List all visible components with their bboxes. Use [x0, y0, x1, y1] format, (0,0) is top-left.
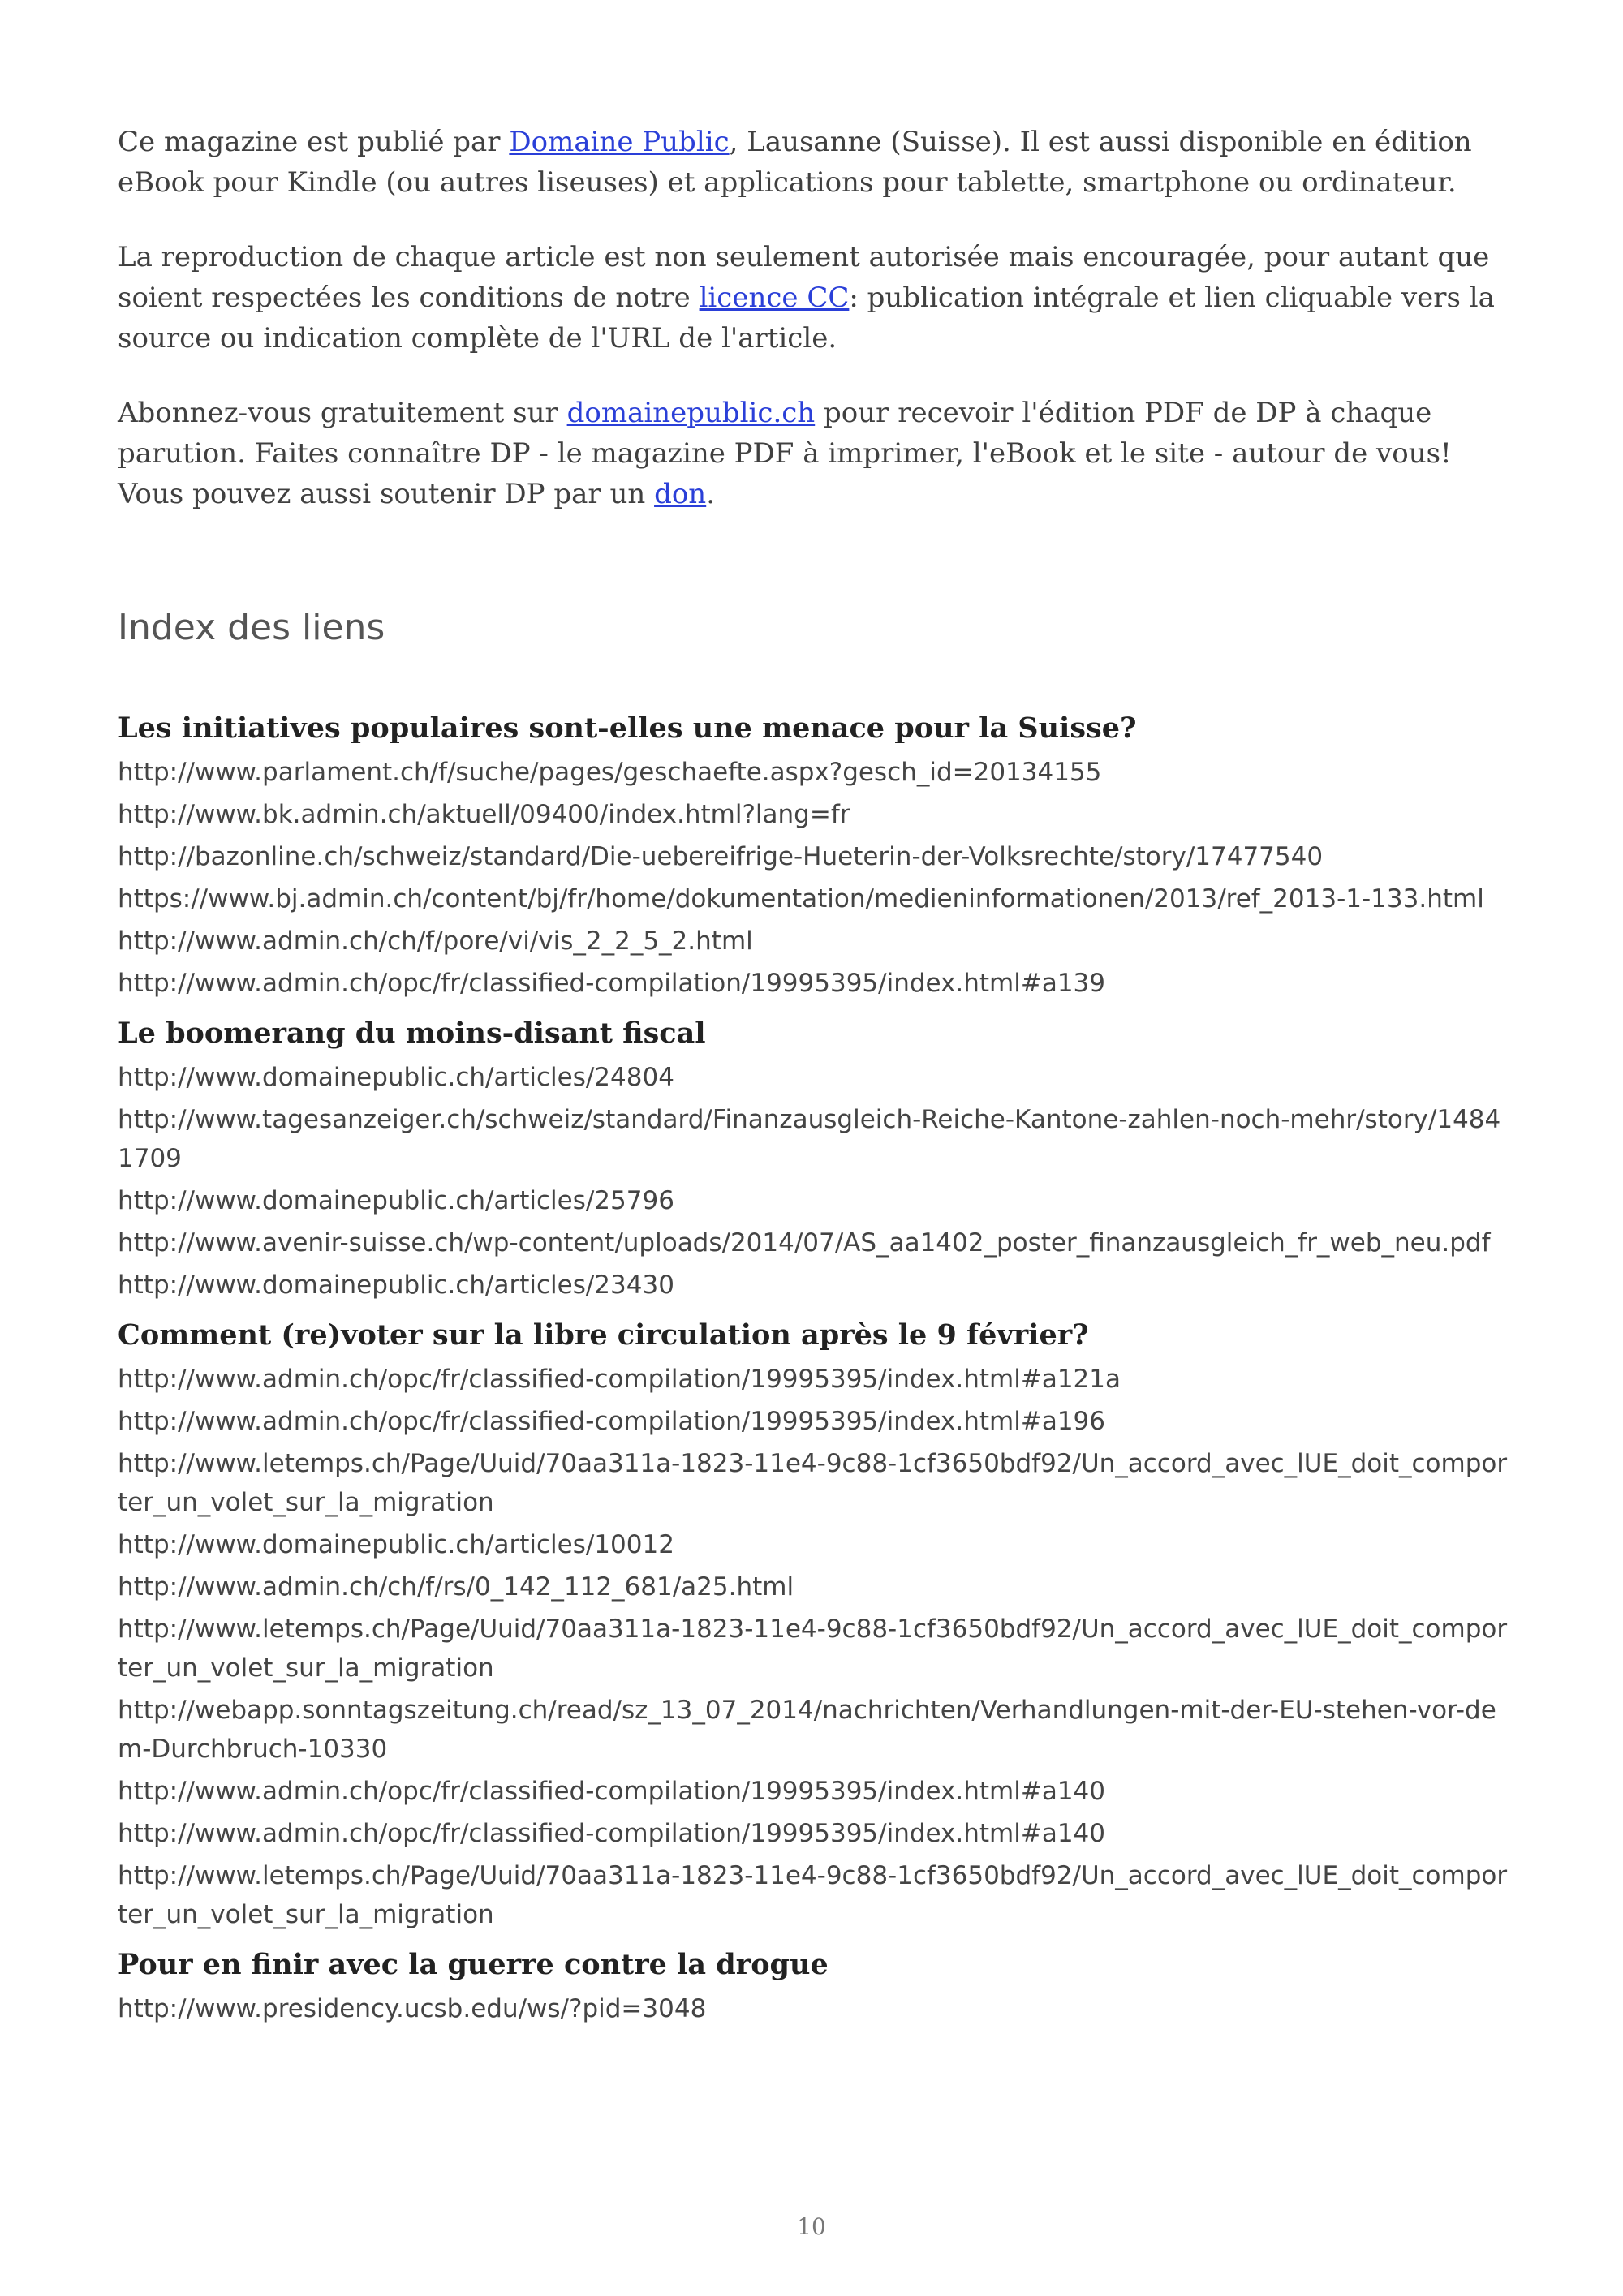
intro-text: : publication intégrale et lien cliquable vers la source ou indication complète de l'URL de l'article.	[118, 282, 1495, 355]
domaine-public-link[interactable]: Domaine Public	[509, 126, 730, 158]
page-number: 10	[797, 2213, 826, 2240]
link-url[interactable]: http://www.admin.ch/ch/f/pore/vi/vis_2_2_5_2.html	[118, 927, 753, 956]
link-url[interactable]: http://www.letemps.ch/Page/Uuid/70aa311a-1823-11e4-9c88-1cf3650bdf92/Un_accord_avec_lUE_doit_comporter_un_volet_sur_la_migration	[118, 1615, 1508, 1683]
link-url[interactable]: http://www.domainepublic.ch/articles/10012	[118, 1530, 674, 1559]
link-url[interactable]: http://www.admin.ch/opc/fr/classified-compilation/19995395/index.html#a196	[118, 1407, 1106, 1436]
link-url[interactable]: http://webapp.sonntagszeitung.ch/read/sz_13_07_2014/nachrichten/Verhandlungen-mit-der-EU-stehen-vor-dem-Durchbruch-10330	[118, 1696, 1496, 1764]
link-list	[118, 753, 1513, 1003]
link-url[interactable]: http://www.parlament.ch/f/suche/pages/geschaefte.aspx?gesch_id=20134155	[118, 758, 1102, 787]
article-links-section	[118, 1316, 1513, 1934]
licence-cc-link[interactable]: licence CC	[699, 282, 850, 314]
link-url[interactable]: http://www.admin.ch/opc/fr/classified-compilation/19995395/index.html#a121a	[118, 1365, 1121, 1394]
link-url[interactable]: http://www.admin.ch/opc/fr/classified-compilation/19995395/index.html#a140	[118, 1777, 1106, 1806]
domainepublic-link[interactable]: domainepublic.ch	[566, 397, 816, 429]
link-url[interactable]: http://www.admin.ch/opc/fr/classified-compilation/19995395/index.html#a139	[118, 969, 1106, 998]
link-url[interactable]: http://www.domainepublic.ch/articles/23430	[118, 1271, 674, 1300]
don-link[interactable]: don	[654, 478, 707, 510]
article-title: Les initiatives populaires sont-elles une menace pour la Suisse?	[118, 712, 1137, 745]
link-list	[118, 1058, 1513, 1305]
intro-text: .	[706, 478, 716, 510]
link-url[interactable]: http://www.admin.ch/ch/f/rs/0_142_112_681/a25.html	[118, 1572, 794, 1602]
article-title: Comment (re)voter sur la libre circulation après le 9 février?	[118, 1318, 1089, 1352]
index-heading: Index des liens	[118, 607, 385, 648]
intro-paragraph-license	[118, 237, 1513, 359]
article-title: Le boomerang du moins-disant fiscal	[118, 1017, 706, 1050]
link-url[interactable]: https://www.bj.admin.ch/content/bj/fr/home/dokumentation/medieninformationen/2013/ref_2013-1-133.html	[118, 884, 1484, 914]
link-url[interactable]: http://www.domainepublic.ch/articles/25796	[118, 1186, 674, 1215]
link-list	[118, 1989, 1513, 2028]
link-url[interactable]: http://www.tagesanzeiger.ch/schweiz/standard/Finanzausgleich-Reiche-Kantone-zahlen-noch-mehr/story/14841709	[118, 1105, 1501, 1173]
article-links-section	[118, 1946, 1513, 2028]
document-page	[118, 122, 1513, 2032]
link-url[interactable]: http://bazonline.ch/schweiz/standard/Die-uebereifrige-Hueterin-der-Volksrechte/story/17477540	[118, 842, 1324, 871]
article-links-section	[118, 709, 1513, 1003]
article-title: Pour en finir avec la guerre contre la drogue	[118, 1948, 829, 1981]
link-url[interactable]: http://www.presidency.ucsb.edu/ws/?pid=3048	[118, 1994, 707, 2023]
link-url[interactable]: http://www.letemps.ch/Page/Uuid/70aa311a-1823-11e4-9c88-1cf3650bdf92/Un_accord_avec_lUE_doit_comporter_un_volet_sur_la_migration	[118, 1861, 1508, 1929]
intro-paragraph-subscribe	[118, 393, 1513, 514]
article-links-section	[118, 1014, 1513, 1305]
link-url[interactable]: http://www.bk.admin.ch/aktuell/09400/index.html?lang=fr	[118, 800, 850, 829]
link-url[interactable]: http://www.domainepublic.ch/articles/24804	[118, 1063, 674, 1092]
intro-text: pour recevoir l'édition PDF de DP à chaque parution. Faites connaître DP - le magazine PDF à imprimer, l'eBook et le site - autour de vous! Vous pouvez aussi soutenir DP par un	[118, 397, 1452, 510]
intro-text: Abonnez-vous gratuitement sur	[118, 397, 567, 429]
intro-text: Ce magazine est publié par	[118, 126, 510, 158]
link-url[interactable]: http://www.admin.ch/opc/fr/classified-compilation/19995395/index.html#a140	[118, 1819, 1106, 1848]
link-index	[118, 709, 1513, 2028]
link-url[interactable]: http://www.letemps.ch/Page/Uuid/70aa311a-1823-11e4-9c88-1cf3650bdf92/Un_accord_avec_lUE_doit_comporter_un_volet_sur_la_migration	[118, 1449, 1508, 1517]
link-url[interactable]: http://www.avenir-suisse.ch/wp-content/uploads/2014/07/AS_aa1402_poster_finanzausgleich_fr_web_neu.pdf	[118, 1228, 1491, 1258]
intro-paragraph-publisher	[118, 122, 1513, 203]
intro-text: , Lausanne (Suisse). Il est aussi disponible en édition eBook pour Kindle (ou autres liseuses) et applications pour tablette, smartphone ou ordinateur.	[118, 126, 1472, 199]
intro-text: La reproduction de chaque article est non seulement autorisée mais encouragée, pour autant que soient respectées les conditions de notre	[118, 241, 1490, 314]
link-list	[118, 1360, 1513, 1934]
